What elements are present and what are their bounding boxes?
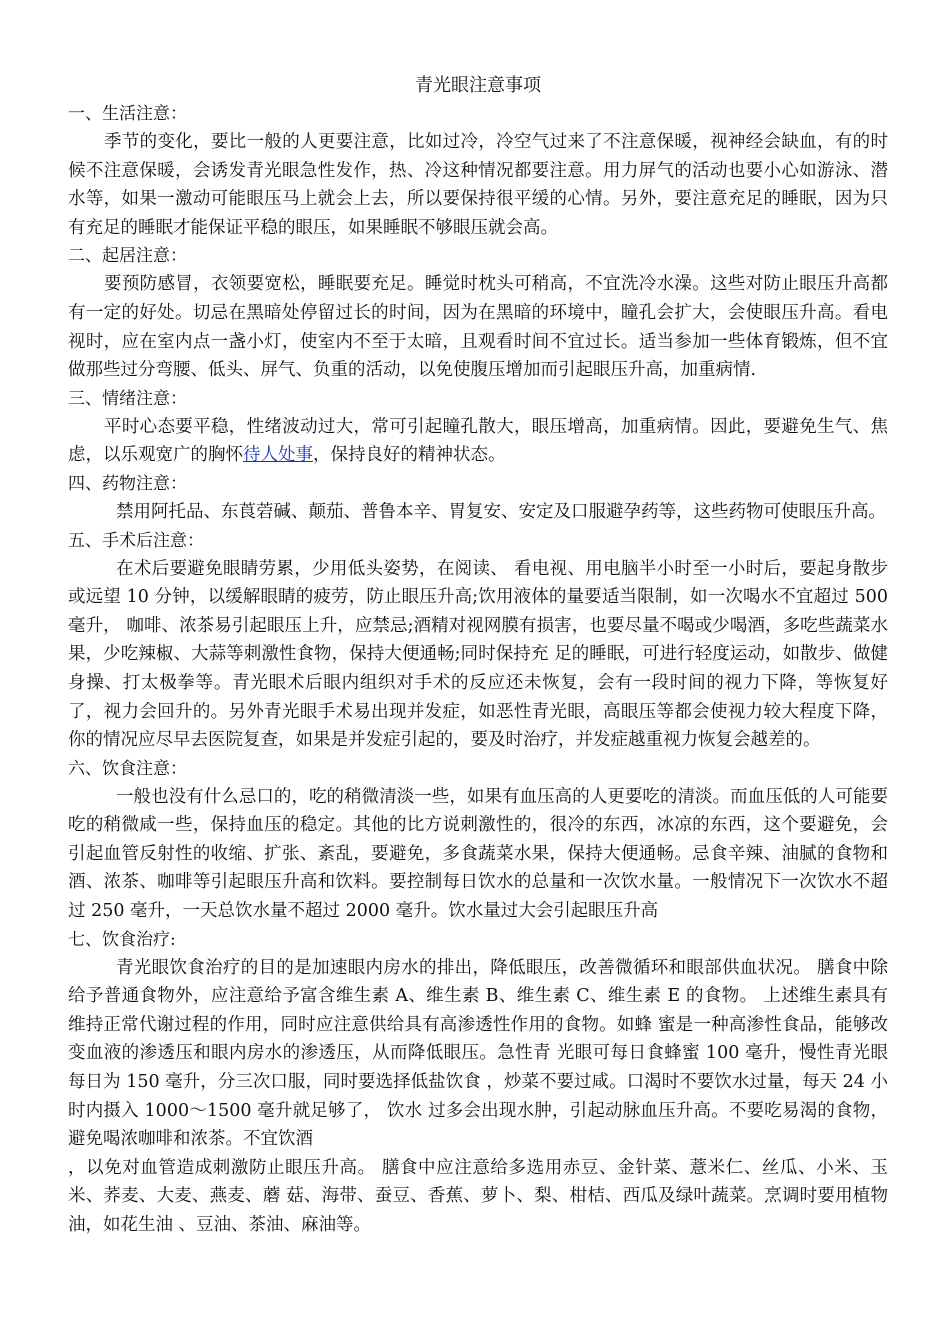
document-title: 青光眼注意事项: [415, 75, 541, 96]
section-paragraph-daily-living: 要预防感冒，衣领要宽松，睡眠要充足。睡觉时枕头可稍高，不宜洗冷水澡。这些对防止眼压升高都有一定的好处。切忌在黑暗处停留过长的时间，因为在黑暗的环境中，瞳孔会扩大，会使眼压升高。看电视时，应在室内点一盏小灯，使室内不至于太暗，且观看时间不宜过长。适当参加一些体育锻炼，但不宜做那些过分弯腰、低头、屏气、负重的活动，以免使腹压增加而引起眼压升高，加重病情.: [68, 274, 888, 381]
section-heading-diet-therapy: 七、饮食治疗:: [68, 929, 176, 950]
section-heading-lifestyle: 一、生活注意：: [68, 104, 187, 124]
section-heading-post-surgery: 五、手术后注意：: [68, 530, 204, 551]
emotion-text-before-link: 平时心态要平稳，性绪波动过大，常可引起瞳孔散大，眼压增高，加重病情。因此，要避免生气、焦虑，以乐观宽广的胸怀: [68, 416, 888, 466]
section-paragraph-diet-therapy-1: 青光眼饮食治疗的目的是加速眼内房水的排出，降低眼压，改善微循环和眼部供血状况。 膳食中除给予普通食物外，应注意给予富含维生素 A、维生素 B、维生素 C、维生素 E 的食物。 上述维生素具有维持正常代谢过程的作用，同时应注意供给具有高渗透性作用的食物。如蜂 蜜是一种高渗性食品，能够改变血液的渗透压和眼内房水的渗透压，从而降低眼压。急性青 光眼可每日食蜂蜜 100 毫升，慢性青光眼每日为 150 毫升，分三次口服，同时要选择低盐饮食 ，炒菜不要过咸。口渴时不要饮水过量，每天 24 小时内摄入 1000～1500 毫升就足够了， 饮水 过多会出现水肿，引起动脉血压升高。不要吃易渴的食物，避免喝浓咖啡和浓茶。不宜饮酒: [68, 957, 888, 1150]
section-heading-daily-living: 二、起居注意：: [68, 246, 187, 267]
link-interpersonal-conduct[interactable]: 待人处事: [243, 445, 313, 466]
section-paragraph-emotion: [68, 413, 888, 470]
section-paragraph-diet-therapy-2: ，以免对血管造成刺激防止眼压升高。 膳食中应注意给多选用赤豆、金针菜、薏米仁、丝瓜、小米、玉米、荞麦、大麦、燕麦、蘑 菇、海带、蚕豆、香蕉、萝卜、梨、柑桔、西瓜及绿叶蔬菜。烹调时要用植物油，如花生油 、豆油、茶油、麻油等。: [68, 1157, 888, 1235]
section-paragraph-lifestyle: 季节的变化，要比一般的人更要注意，比如过冷，冷空气过来了不注意保暖，视神经会缺血，有的时候不注意保暖，会诱发青光眼急性发作，热、冷这种情况都要注意。用力屏气的活动也要小心如游泳、潜水等，如果一激动可能眼压马上就会上去，所以要保持很平缓的心情。另外，要注意充足的睡眠，因为只有充足的睡眠才能保证平稳的眼压，如果睡眠不够眼压就会高。: [68, 132, 888, 238]
emotion-text-after-link: ，保持良好的精神状态。: [313, 445, 506, 466]
section-heading-medication: 四、药物注意：: [68, 473, 187, 494]
section-paragraph-diet-notes: 一般也没有什么忌口的，吃的稍微清淡一些，如果有血压高的人更要吃的清淡。而血压低的人可能要吃的稍微咸一些，保持血压的稳定。其他的比方说刺激性的，很冷的东西，冰凉的东西，这个要避免，会引起血管反射性的收缩、扩张、紊乱，要避免，多食蔬菜水果，保持大便通畅。忌食辛辣、油腻的食物和酒、浓茶、咖啡等引起眼压升高和饮料。要控制每日饮水的总量和一次饮水量。一般情况下一次饮水不超过 250 毫升，一天总饮水量不超过 2000 毫升。饮水量过大会引起眼压升高: [68, 786, 888, 922]
section-heading-emotion: 三、情绪注意：: [68, 388, 187, 409]
section-paragraph-post-surgery: 在术后要避免眼睛劳累，少用低头姿势，在阅读、 看电视、用电脑半小时至一小时后，要起身散步或远望 10 分钟，以缓解眼睛的疲劳，防止眼压升高;饮用液体的量要适当限制，如一次喝水不宜超过 500 毫升， 咖啡、浓茶易引起眼压上升，应禁忌;酒精对视网膜有损害，也要尽量不喝或少喝酒，多吃些蔬菜水果，少吃辣椒、大蒜等刺激性食物，保持大便通畅;同时保持充 足的睡眠，可进行轻度运动，如散步、做健身操、打太极拳等。青光眼术后眼内组织对手术的反应还未恢复，会有一段时间的视力下降，等恢复好了，视力会回升的。另外青光眼手术易出现并发症，如恶性青光眼，高眼压等都会使视力较大程度下降，你的情况应尽早去医院复查，如果是并发症引起的，要及时治疗，并发症越重视力恢复会越差的。: [68, 558, 888, 751]
section-paragraph-medication: 禁用阿托品、东莨菪碱、颠茄、普鲁本辛、胃复安、安定及口服避孕药等，这些药物可使眼压升高。: [116, 501, 886, 522]
document-page: [68, 72, 888, 1240]
section-heading-diet-notes: 六、饮食注意：: [68, 758, 187, 779]
